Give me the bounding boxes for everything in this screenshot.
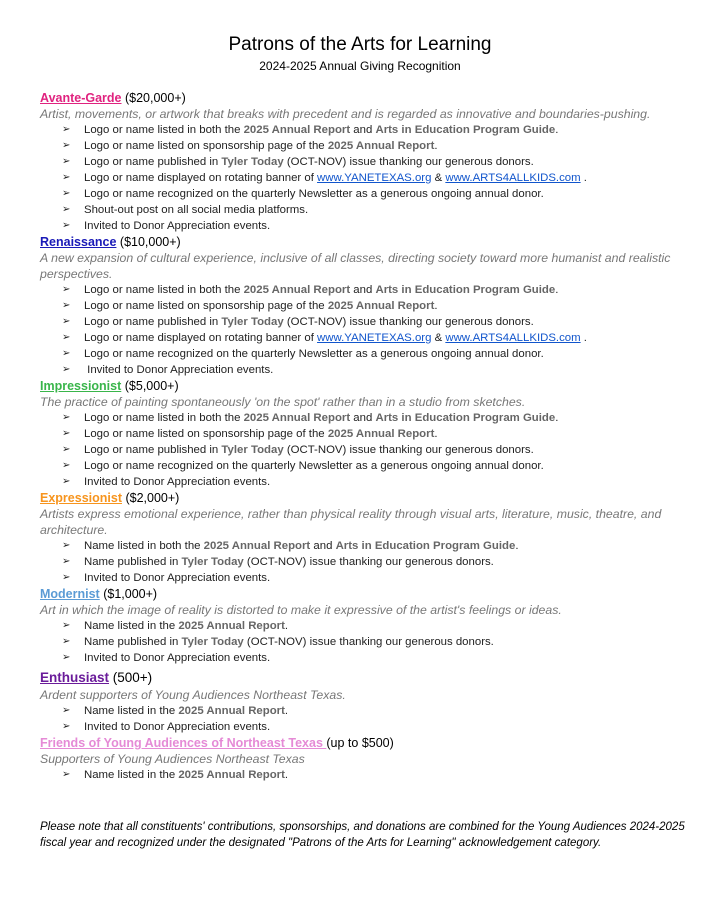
- tier-amount: ($2,000+): [121, 491, 180, 505]
- benefit-item: ➢ Logo or name listed on sponsorship page of the 2025 Annual Report.: [62, 140, 438, 152]
- benefit-item: ➢ Logo or name recognized on the quarterly Newsletter as a generous ongoing annual donor.: [62, 188, 544, 200]
- tier-heading-impressionist: [40, 378, 700, 394]
- arrow-bullet-icon: ➢: [62, 460, 71, 471]
- benefit-item: ➢ Shout-out post on all social media platforms.: [62, 204, 309, 216]
- benefit-item: ➢ Name listed in the 2025 Annual Report.: [62, 769, 289, 781]
- footnote: Please note that all constituents' contributions, sponsorships, and donations are combined for the Young Audiences 2024-2025 fiscal year and recognized under the designated "Patrons of the Arts for Learning" acknowledgement category.: [40, 821, 685, 849]
- benefit-item: ➢ Logo or name displayed on rotating banner of www.YANETEXAS.org & www.ARTS4ALLKIDS.com .: [62, 172, 587, 184]
- benefit-item: ➢ Logo or name listed in both the 2025 Annual Report and Arts in Education Program Guide.: [62, 412, 559, 424]
- benefit-list: [40, 410, 700, 490]
- arrow-bullet-icon: ➢: [62, 444, 71, 455]
- tier-description: Ardent supporters of Young Audiences Northeast Texas.: [40, 688, 346, 702]
- benefit-item: ➢ Name published in Tyler Today (OCT-NOV) issue thanking our generous donors.: [62, 636, 494, 648]
- tier-name: Impressionist: [40, 379, 122, 393]
- benefit-item: ➢ Logo or name listed on sponsorship page of the 2025 Annual Report.: [62, 300, 438, 312]
- tiers-content: [40, 90, 700, 783]
- tier-name: Modernist: [40, 587, 100, 601]
- tier-amount: ($5,000+): [121, 379, 179, 393]
- arrow-bullet-icon: ➢: [62, 124, 71, 135]
- arrow-bullet-icon: ➢: [62, 476, 71, 487]
- tier-name: Enthusiast: [40, 670, 110, 685]
- tier-description: The practice of painting spontaneously 'on the spot' rather than in a studio from sketches.: [40, 395, 526, 409]
- arrow-bullet-icon: ➢: [62, 556, 71, 567]
- yanetexas-link[interactable]: www.YANETEXAS.org: [317, 172, 432, 184]
- benefit-item: ➢ Logo or name listed in both the 2025 Annual Report and Arts in Education Program Guide.: [62, 124, 559, 136]
- arrow-bullet-icon: ➢: [62, 300, 71, 311]
- tier-description: Artist, movements, or artwork that breaks with precedent and is regarded as innovative and boundaries-pushing.: [40, 107, 651, 121]
- arrow-bullet-icon: ➢: [62, 769, 71, 780]
- arrow-bullet-icon: ➢: [62, 705, 71, 716]
- benefit-list: [40, 767, 700, 783]
- benefit-item: ➢ Name listed in the 2025 Annual Report.: [62, 620, 289, 632]
- tier-heading-avante-garde: [40, 90, 700, 106]
- arrow-bullet-icon: ➢: [62, 204, 71, 215]
- benefit-item: ➢ Logo or name published in Tyler Today (OCT-NOV) issue thanking our generous donors.: [62, 444, 534, 456]
- benefit-item: ➢ Invited to Donor Appreciation events.: [62, 652, 271, 664]
- benefit-item: ➢ Invited to Donor Appreciation events.: [62, 721, 271, 733]
- arrow-bullet-icon: ➢: [62, 620, 71, 631]
- tier-heading-expressionist: [40, 490, 700, 506]
- arrow-bullet-icon: ➢: [62, 140, 71, 151]
- page-title: Patrons of the Arts for Learning: [228, 34, 492, 55]
- arrow-bullet-icon: ➢: [62, 284, 71, 295]
- benefit-item: ➢ Logo or name published in Tyler Today (OCT-NOV) issue thanking our generous donors.: [62, 156, 534, 168]
- tier-heading-friends: [40, 735, 700, 751]
- tier-name: Renaissance: [40, 235, 117, 249]
- arrow-bullet-icon: ➢: [62, 172, 71, 183]
- benefit-item: ➢ Logo or name published in Tyler Today (OCT-NOV) issue thanking our generous donors.: [62, 316, 534, 328]
- tier-amount: (500+): [109, 670, 153, 685]
- yanetexas-link[interactable]: www.YANETEXAS.org: [317, 332, 432, 344]
- arrow-bullet-icon: ➢: [62, 652, 71, 663]
- benefit-list: [40, 618, 700, 666]
- page-subtitle: 2024-2025 Annual Giving Recognition: [259, 59, 461, 73]
- benefit-item: ➢ Invited to Donor Appreciation events.: [62, 572, 271, 584]
- benefit-item: ➢ Name listed in the 2025 Annual Report.: [62, 705, 289, 717]
- tier-description: Artists express emotional experience, rather than physical reality through visual arts, literature, music, theatre, and architecture.: [40, 507, 662, 537]
- benefit-item: ➢ Name published in Tyler Today (OCT-NOV) issue thanking our generous donors.: [62, 556, 494, 568]
- arrow-bullet-icon: ➢: [62, 316, 71, 327]
- benefit-item: ➢ Invited to Donor Appreciation events.: [62, 476, 271, 488]
- arrow-bullet-icon: ➢: [62, 348, 71, 359]
- arts4allkids-link[interactable]: www.ARTS4ALLKIDS.com: [445, 172, 581, 184]
- tier-amount: ($10,000+): [116, 235, 181, 249]
- arts4allkids-link[interactable]: www.ARTS4ALLKIDS.com: [445, 332, 581, 344]
- tier-heading-modernist: [40, 586, 700, 602]
- tier-amount: ($20,000+): [121, 91, 186, 105]
- arrow-bullet-icon: ➢: [62, 188, 71, 199]
- tier-name: Friends of Young Audiences of Northeast Texas: [40, 736, 327, 750]
- tier-description: Art in which the image of reality is distorted to make it expressive of the artist's feelings or ideas.: [40, 603, 562, 617]
- tier-name: Expressionist: [40, 491, 122, 505]
- tier-amount: (up to $500): [326, 736, 394, 750]
- tier-description: A new expansion of cultural experience, inclusive of all classes, directing society toward more humanist and realistic perspectives.: [40, 251, 671, 281]
- benefit-item: ➢ Logo or name listed in both the 2025 Annual Report and Arts in Education Program Guide.: [62, 284, 559, 296]
- arrow-bullet-icon: ➢: [62, 428, 71, 439]
- tier-name: Avante-Garde: [40, 91, 122, 105]
- tier-amount: ($1,000+): [99, 587, 158, 601]
- arrow-bullet-icon: ➢: [62, 636, 71, 647]
- benefit-item: ➢ Invited to Donor Appreciation events.: [62, 220, 271, 232]
- arrow-bullet-icon: ➢: [62, 572, 71, 583]
- arrow-bullet-icon: ➢: [62, 540, 71, 551]
- arrow-bullet-icon: ➢: [62, 412, 71, 423]
- arrow-bullet-icon: ➢: [62, 332, 71, 343]
- benefit-item: ➢ Logo or name recognized on the quarterly Newsletter as a generous ongoing annual donor.: [62, 460, 544, 472]
- arrow-bullet-icon: ➢: [62, 156, 71, 167]
- tier-heading-enthusiast: [40, 668, 700, 687]
- tier-heading-renaissance: [40, 234, 700, 250]
- benefit-item: ➢ Logo or name displayed on rotating banner of www.YANETEXAS.org & www.ARTS4ALLKIDS.com .: [62, 332, 587, 344]
- tier-description: Supporters of Young Audiences Northeast Texas: [40, 752, 305, 766]
- benefit-item: ➢ Name listed in both the 2025 Annual Report and Arts in Education Program Guide.: [62, 540, 519, 552]
- arrow-bullet-icon: ➢: [62, 721, 71, 732]
- arrow-bullet-icon: ➢: [62, 364, 71, 375]
- arrow-bullet-icon: ➢: [62, 220, 71, 231]
- benefit-item: ➢ Logo or name recognized on the quarterly Newsletter as a generous ongoing annual donor.: [62, 348, 544, 360]
- benefit-list: [40, 703, 700, 735]
- benefit-item: ➢ Logo or name listed on sponsorship page of the 2025 Annual Report.: [62, 428, 438, 440]
- benefit-item: ➢ Invited to Donor Appreciation events.: [62, 364, 274, 376]
- benefit-list: [40, 282, 700, 378]
- benefit-list: [40, 538, 700, 586]
- benefit-list: [40, 122, 700, 234]
